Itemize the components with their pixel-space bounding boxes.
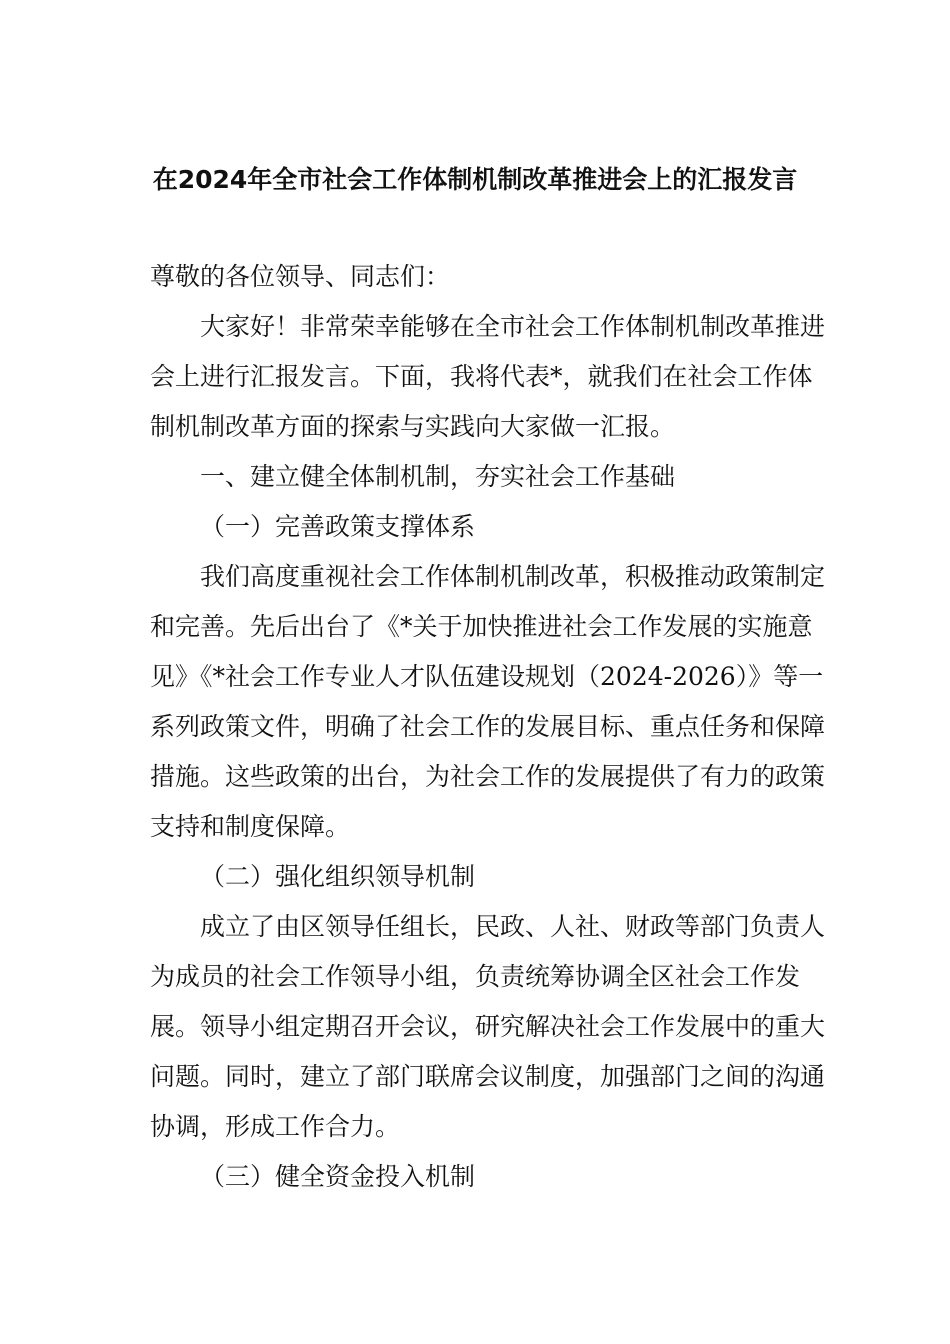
section-heading-1: 一、建立健全体制机制，夯实社会工作基础 — [200, 462, 676, 491]
subsection-heading-2: （二）强化组织领导机制 — [200, 862, 476, 891]
document-body — [150, 252, 830, 1202]
body-paragraph-leadership: 成立了由区领导任组长，民政、人社、财政等部门负责人为成员的社会工作领导小组，负责统筹协调全区社会工作发展。领导小组定期召开会议，研究解决社会工作发展中的重大问题。同时，建立了部门联席会议制度，加强部门之间的沟通协调，形成工作合力。 — [150, 912, 826, 1141]
subsection-heading-3: （三）健全资金投入机制 — [200, 1162, 476, 1191]
intro-paragraph: 大家好！非常荣幸能够在全市社会工作体制机制改革推进会上进行汇报发言。下面，我将代表*，就我们在社会工作体制机制改革方面的探索与实践向大家做一汇报。 — [150, 312, 826, 441]
document-title: 在2024年全市社会工作体制机制改革推进会上的汇报发言 — [152, 165, 798, 194]
greeting-line: 尊敬的各位领导、同志们： — [150, 262, 451, 291]
body-paragraph-policy: 我们高度重视社会工作体制机制改革，积极推动政策制定和完善。先后出台了《*关于加快推进社会工作发展的实施意见》《*社会工作专业人才队伍建设规划（2024-2026）》等一系列政策文件，明确了社会工作的发展目标、重点任务和保障措施。这些政策的出台，为社会工作的发展提供了有力的政策支持和制度保障。 — [150, 562, 826, 841]
subsection-heading-1: （一）完善政策支撑体系 — [200, 512, 476, 541]
